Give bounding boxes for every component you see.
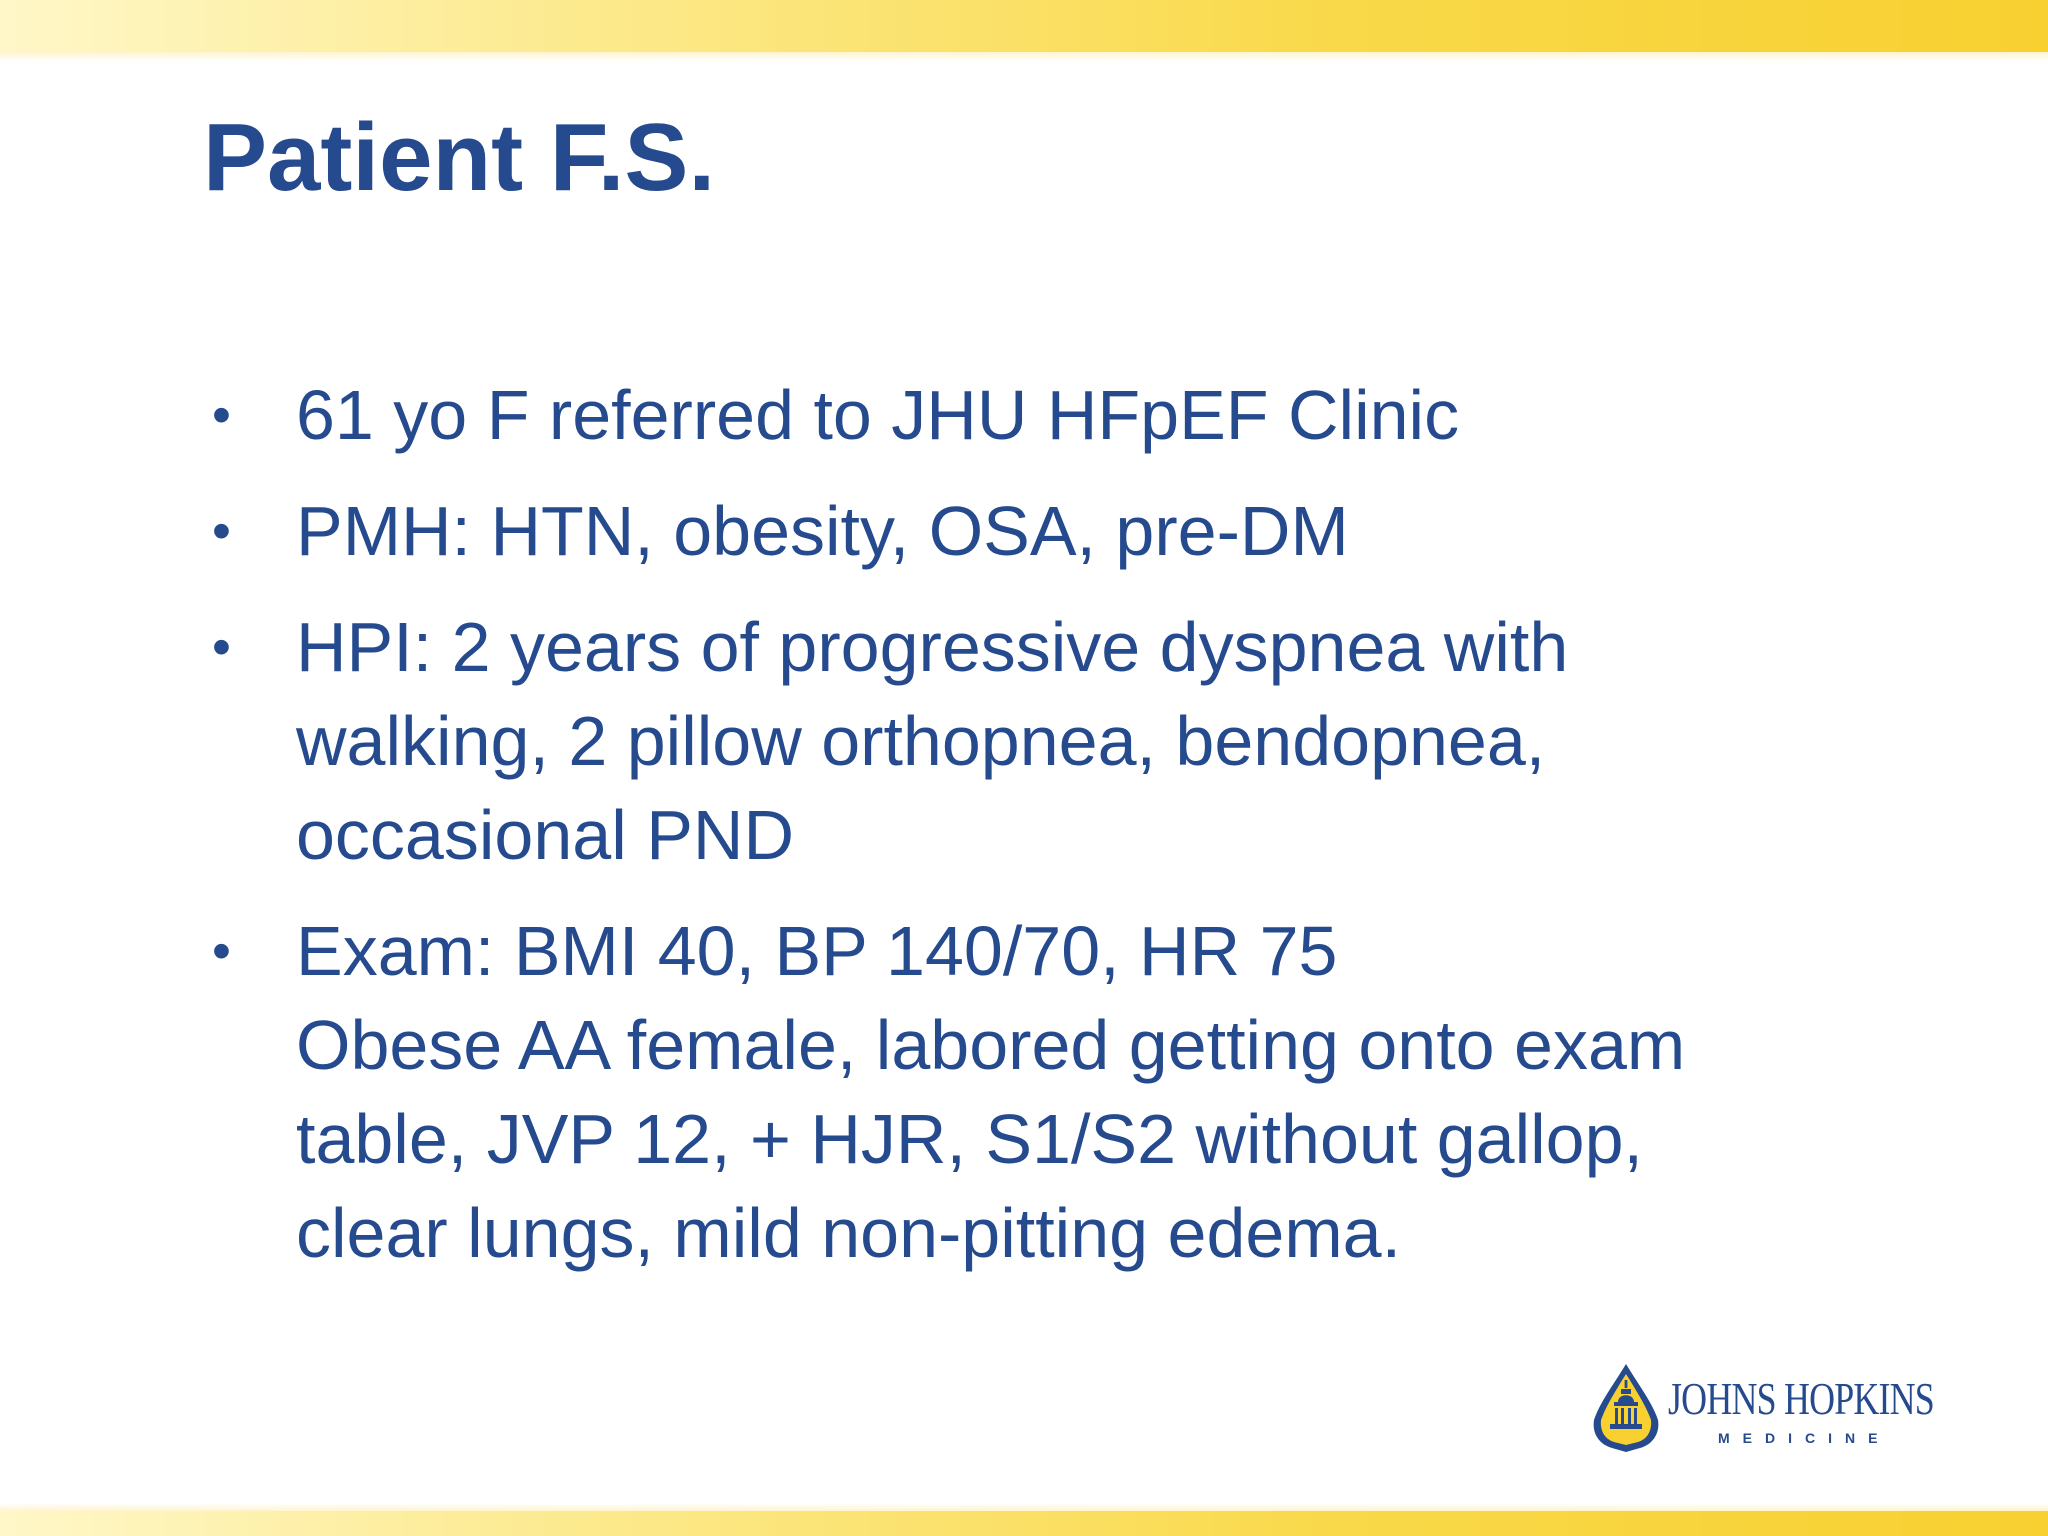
bullet-item [212,368,1932,462]
bullet-text: 61 yo F referred to JHU HFpEF Clinic [296,376,1460,454]
johns-hopkins-logo [1588,1362,1948,1454]
bullet-text: clear lungs, mild non-pitting edema. [296,1194,1402,1272]
slide-title: Patient F.S. [203,104,716,211]
bullet-dot: • [212,501,231,561]
bullet-dot: • [212,617,231,677]
bullet-text: PMH: HTN, obesity, OSA, pre-DM [296,492,1349,570]
bullet-list [212,368,1932,1302]
bullet-item [212,484,1932,578]
bullet-text: occasional PND [296,796,794,874]
top-yellow-band [0,0,2048,52]
bullet-item [212,600,1932,882]
logo-wordmark: JOHNS HOPKINS [1668,1373,1934,1424]
johns-hopkins-dome-shield-icon [1588,1362,1664,1454]
bullet-text: Exam: BMI 40, BP 140/70, HR 75 [296,912,1338,990]
bottom-yellow-band [0,1511,2048,1536]
bullet-text: walking, 2 pillow orthopnea, bendopnea, [296,702,1546,780]
bullet-dot: • [212,385,231,445]
bullet-text: HPI: 2 years of progressive dyspnea with [296,608,1569,686]
bullet-item [212,904,1932,1280]
bullet-dot: • [212,921,231,981]
logo-subtitle: MEDICINE [1718,1430,1891,1446]
bullet-text: table, JVP 12, + HJR, S1/S2 without gallop, [296,1100,1643,1178]
bullet-text: Obese AA female, labored getting onto exam [296,1006,1686,1084]
